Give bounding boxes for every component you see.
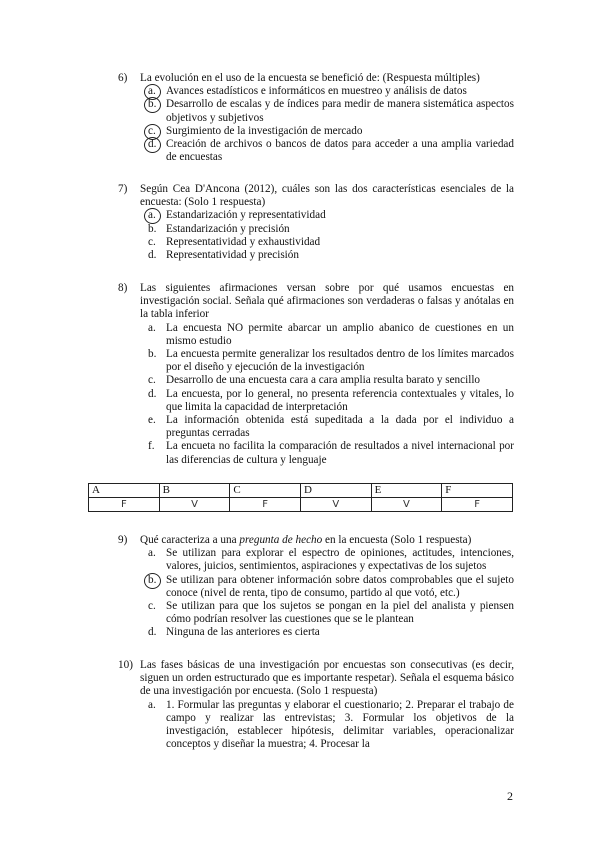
option-d: [140, 388, 514, 414]
table-header-row: [89, 484, 513, 498]
option-letter: d.: [148, 626, 157, 639]
option-b: [140, 348, 514, 374]
option-text: La encuesta NO permite abarcar un amplio abanico de cuestiones en un mismo estudio: [166, 321, 514, 347]
option-c: [140, 600, 514, 626]
option-text: Avances estadísticos e informáticos en muestreo y análisis de datos: [166, 85, 467, 98]
question-text-part: Qué caracteriza a una: [140, 534, 240, 546]
table-header-cell: A: [89, 484, 160, 498]
table-header-cell: C: [230, 484, 301, 498]
option-d: [140, 138, 514, 164]
option-letter: d.: [148, 249, 157, 262]
option-a: [140, 547, 514, 573]
option-c: [140, 236, 514, 249]
option-b: [140, 223, 514, 236]
options-list: [140, 322, 514, 467]
option-a: [140, 322, 514, 348]
option-text: Ninguna de las anteriores es cierta: [166, 626, 320, 639]
options-list: [140, 547, 514, 639]
option-letter: a.: [148, 321, 156, 334]
option-letter: a.: [148, 547, 156, 560]
option-letter: e.: [148, 414, 156, 427]
option-letter-circled: d.: [140, 138, 166, 164]
handwritten-answer: V: [159, 498, 230, 512]
option-letter-circled: a.: [140, 85, 166, 98]
option-letter: b.: [148, 222, 157, 235]
table-answer-row: [89, 498, 513, 512]
handwritten-answer: F: [230, 498, 301, 512]
option-b: [140, 98, 514, 124]
option-letter: b.: [148, 348, 157, 361]
table-header-cell: E: [371, 484, 442, 498]
question-text: La evolución en el uso de la encuesta se benefició de: (Respuesta múltiples): [140, 72, 480, 84]
question-text-part: en la encuesta (Solo 1 respuesta): [322, 534, 472, 546]
option-text: Representatividad y precisión: [166, 249, 299, 262]
question-9: [118, 534, 514, 640]
handwritten-answer: V: [371, 498, 442, 512]
options-list: [140, 209, 514, 262]
option-f: [140, 440, 514, 466]
handwritten-answer: F: [89, 498, 160, 512]
question-number: 7): [118, 183, 128, 195]
option-letter-circled: c.: [140, 125, 166, 138]
question-text: Las fases básicas de una investigación por encuestas son consecutivas (es decir, siguen un orden estructurado que es importante respetar). Señala el esquema básico de una investigación por encuesta. (Solo 1 respuesta): [140, 659, 514, 698]
option-text: Desarrollo de escalas y de índices para medir de manera sistemática aspectos objetivos y subjetivos: [166, 98, 514, 124]
question-number: 8): [118, 282, 128, 294]
option-text: La encueta no facilita la comparación de resultados a nivel internacional por las diferencias de cultura y lenguaje: [166, 440, 514, 466]
question-text: Según Cea D'Ancona (2012), cuáles son las dos características esenciales de la encuesta: (Solo 1 respuesta): [140, 183, 514, 209]
option-b: [140, 574, 514, 600]
option-text: 1. Formular las preguntas y elaborar el cuestionario; 2. Preparar el trabajo de campo y realizar las entrevistas; 3. Formular los objetivos de la investigación, establecer hipótesis, delimitar variables, operacionalizar conceptos y diseñar la muestra; 4. Procesar la: [166, 698, 514, 751]
option-e: [140, 414, 514, 440]
option-letter: c.: [148, 235, 156, 248]
option-letter: c.: [148, 600, 156, 613]
option-text: Desarrollo de una encuesta cara a cara amplia resulta barato y sencillo: [166, 374, 481, 387]
option-c: [140, 125, 514, 138]
option-a: [140, 699, 514, 752]
option-text: Estandarización y representatividad: [166, 209, 326, 222]
option-letter-circled: b.: [140, 98, 166, 124]
question-text-italic: pregunta de hecho: [239, 534, 323, 546]
option-letter: a.: [148, 698, 156, 711]
option-a: [140, 209, 514, 222]
page-number: 2: [507, 789, 513, 803]
option-text: Se utilizan para obtener información sobre datos comprobables que el sujeto conoce (nivel de renta, tipo de consumo, partido al que votó, etc.): [166, 573, 514, 599]
option-text: Representatividad y exhaustividad: [166, 235, 321, 248]
question-6: [118, 72, 514, 164]
option-text: La encuesta permite generalizar los resultados dentro de los límites marcados por el diseño y ejecución de la investigación: [166, 348, 514, 374]
handwritten-answer: V: [300, 498, 371, 512]
question-8: [118, 282, 514, 467]
option-d: [140, 626, 514, 639]
option-text: Estandarización y precisión: [166, 222, 290, 235]
option-letter-circled: a.: [140, 209, 166, 222]
option-letter-circled: b.: [140, 574, 166, 600]
option-letter: d.: [148, 387, 157, 400]
option-text: Se utilizan para que los sujetos se pongan en la piel del analista y piensen cómo podrían resolver las cuestiones que se le plantean: [166, 600, 514, 626]
option-c: [140, 374, 514, 387]
table-header-cell: B: [159, 484, 230, 498]
option-a: [140, 85, 514, 98]
question-number: 10): [118, 659, 133, 671]
option-text: Surgimiento de la investigación de mercado: [166, 124, 363, 137]
question-number: 9): [118, 534, 128, 546]
question-number: 6): [118, 72, 128, 84]
answer-table: [88, 483, 513, 512]
question-text: [140, 534, 514, 547]
question-7: [118, 183, 514, 262]
option-letter: c.: [148, 374, 156, 387]
handwritten-answer: F: [442, 498, 513, 512]
option-d: [140, 249, 514, 262]
option-text: La encuesta, por lo general, no presenta referencia contextuales y vitales, lo que limita la capacidad de interpretación: [166, 387, 514, 413]
question-text: Las siguientes afirmaciones versan sobre por qué usamos encuestas en investigación social. Señala qué afirmaciones son verdaderas o falsas y anótalas en la tabla inferior: [140, 282, 514, 321]
question-10: [118, 659, 514, 751]
option-text: Creación de archivos o bancos de datos para acceder a una amplia variedad de encuestas: [166, 138, 514, 164]
option-text: La información obtenida está supeditada a la dada por el individuo a preguntas cerradas: [166, 414, 514, 440]
table-header-cell: F: [442, 484, 513, 498]
options-list: [140, 85, 514, 164]
table-header-cell: D: [300, 484, 371, 498]
option-text: Se utilizan para explorar el espectro de opiniones, actitudes, intenciones, valores, juicios, sentimientos, aspiraciones y expectativas de los sujetos: [166, 547, 514, 573]
options-list: [140, 699, 514, 752]
option-letter: f.: [148, 440, 155, 453]
